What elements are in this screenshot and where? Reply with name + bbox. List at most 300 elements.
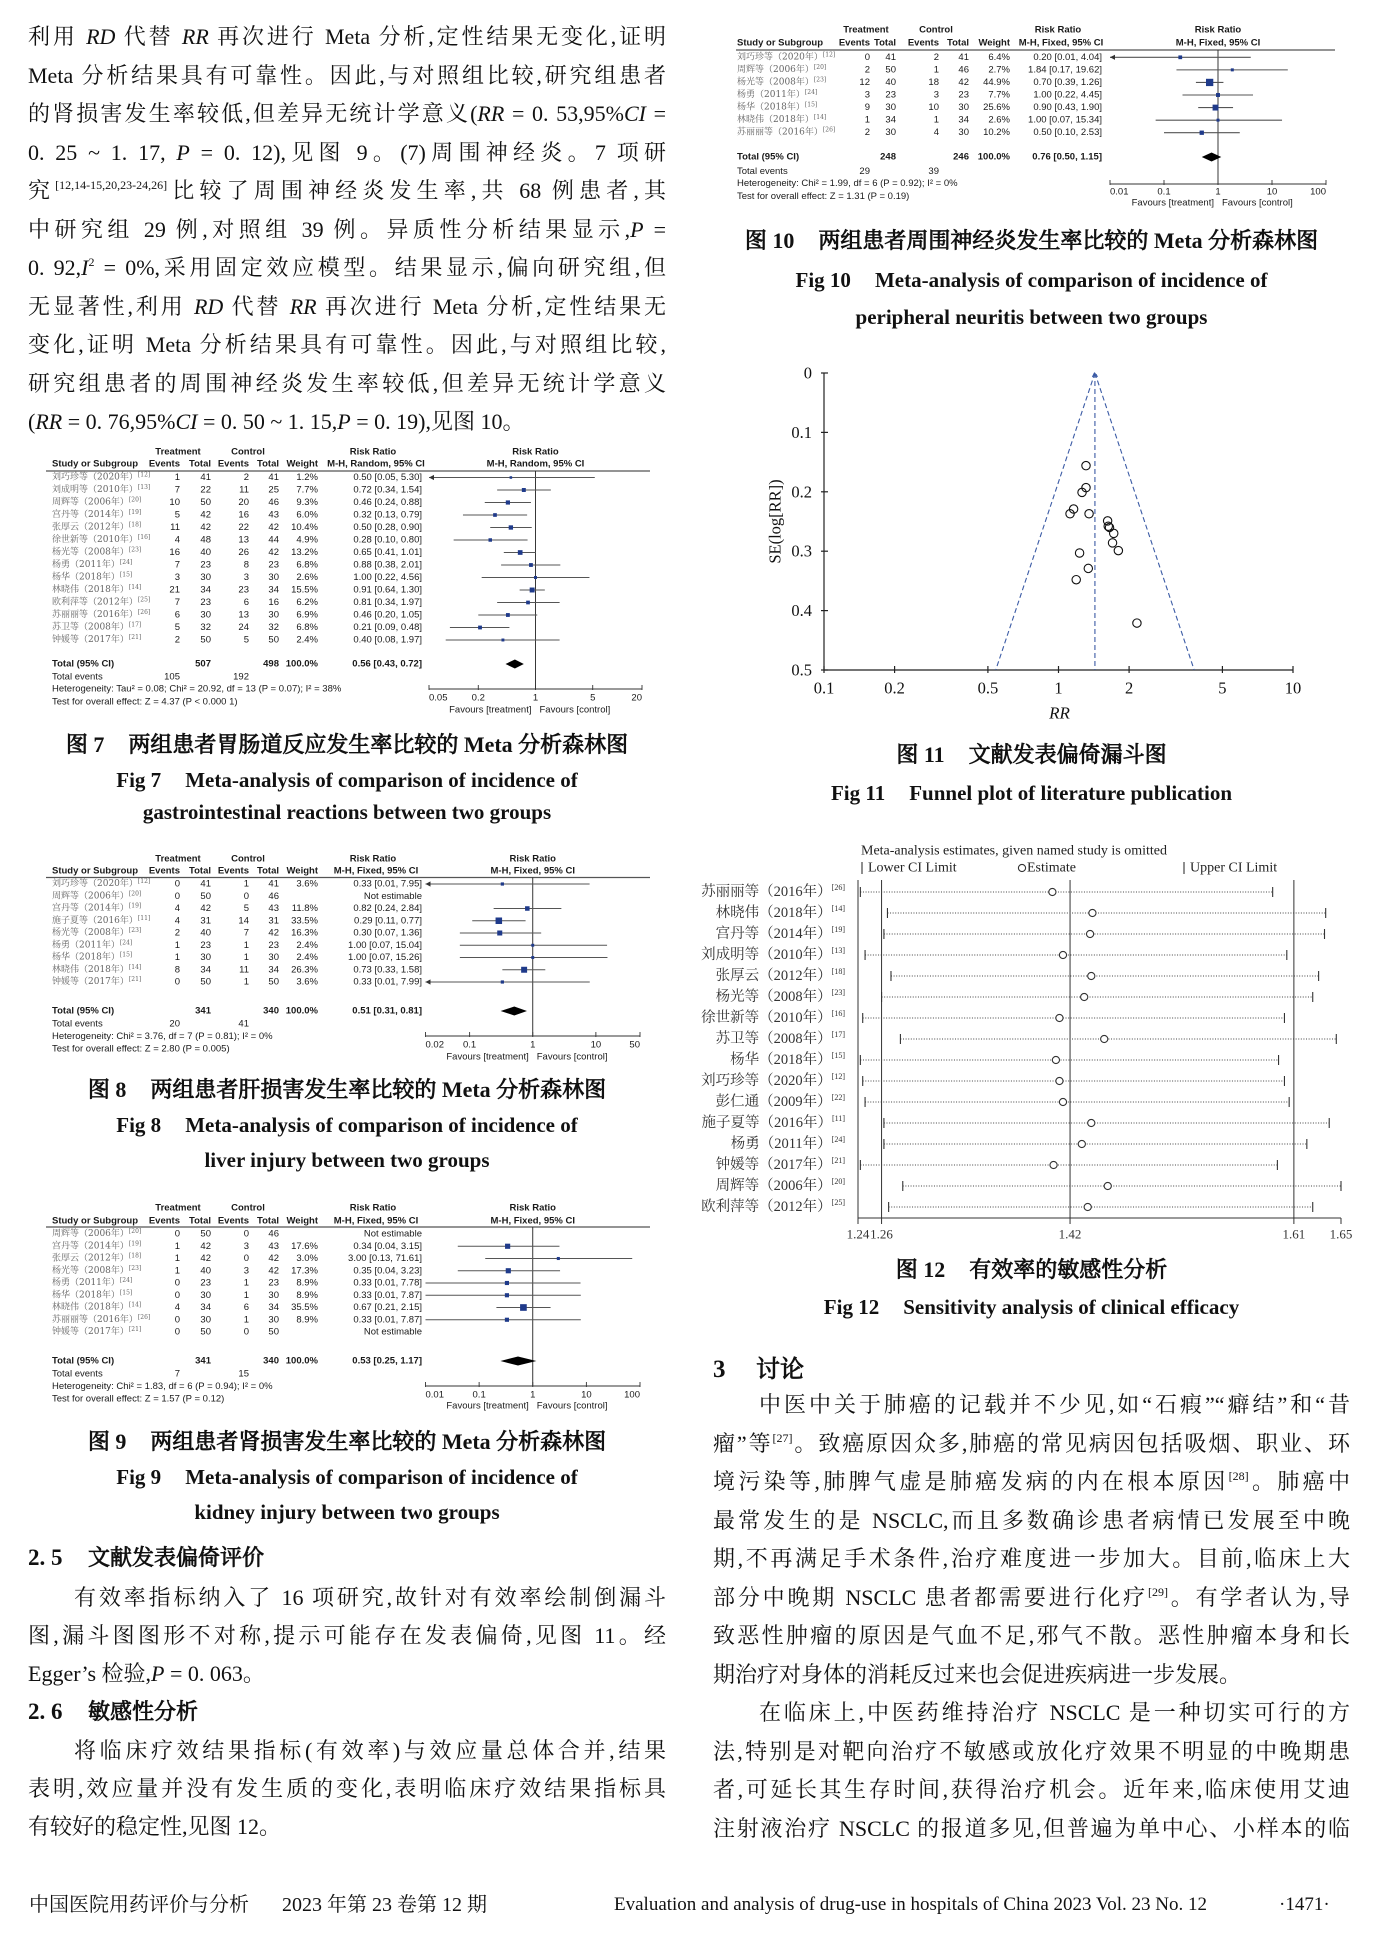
study-citation: [14] [831,903,845,913]
header-control-events: Events [907,37,939,49]
control-total: 42 [268,1253,279,1264]
study-point [1110,529,1118,537]
study-citation: [16] [831,1008,845,1018]
header-control-total: Total [257,865,279,877]
study-name: 林晓伟（2018年） [52,1302,129,1313]
estimate-marker [1101,1035,1108,1042]
control-total: 41 [958,51,969,63]
study-label [737,75,826,87]
figure-title: 有效率的敏感性分析 [969,1257,1168,1282]
x-tick-label: 20 [631,692,642,704]
study-point [1082,461,1090,469]
x-tick-label: 100 [1310,186,1326,198]
treatment-events: 1 [174,1253,180,1264]
study-row [52,608,537,621]
estimate-marker [1059,951,1066,958]
treatment-events: 3 [174,572,180,583]
study-citation: [14] [128,583,142,591]
risk-ratio-ci: 0.30 [0.07, 1.36] [353,927,422,939]
section-title: 文献发表偏倚评价 [88,1545,265,1570]
control-events: 2 [243,472,249,483]
study-label [716,987,846,1005]
treatment-events: 1 [174,472,180,483]
treatment-events: 5 [174,509,180,521]
risk-ratio-ci: 0.70 [0.39, 1.26] [1033,76,1102,88]
effect-marker [1200,131,1204,135]
study-label [52,938,132,950]
header-control: Control [231,1202,265,1214]
header-weight: Weight [286,865,318,877]
control-events: 1 [243,952,249,963]
study-name: 苏丽丽等（2016年） [52,1314,138,1325]
study-name: 钟媛等（2017年） [52,977,129,987]
header-weight: Weight [286,1215,318,1227]
study-name: 刘巧珍等（2020年） [52,879,138,889]
control-total: 42 [268,1265,279,1277]
treatment-total: 30 [200,572,211,583]
study-name: 周辉等（2006年） [52,497,129,508]
study-citation: [22] [831,1092,845,1102]
control-events: 22 [238,522,249,533]
weight: 4.9% [296,534,318,546]
section-number: 2. 6 [28,1699,63,1724]
weight: 8.9% [296,1314,318,1326]
estimate-marker [1088,972,1095,979]
study-name: 杨勇（2011年） [52,940,120,951]
sensitivity-plot-fig12 [690,835,1360,1250]
treatment-events: 5 [174,622,180,633]
treatment-events: 12 [859,76,870,88]
legend-estimate-label: Estimate [1027,860,1076,876]
treatment-events: 21 [169,584,180,596]
control-total: 43 [268,903,279,914]
control-total: 23 [268,559,279,571]
weight: 8.9% [296,1277,318,1289]
weight: 6.4% [988,51,1010,63]
heterogeneity-stats: Heterogeneity: Chi² = 3.76, df = 7 (P = 0.81); I² = 0% [52,1031,273,1042]
figure-label: Fig 9 [116,1465,162,1489]
treatment-total: 32 [200,622,211,633]
header-study: Study or Subgroup [52,1215,139,1227]
control-events: 26 [238,547,249,558]
control-total: 34 [958,114,969,126]
italic-symbol: RR [181,24,209,49]
italic-symbol: P [151,1661,165,1686]
study-name: 张厚云（2012年） [715,968,832,984]
text-run: 最常发生的是 NSCLC,而且多数确诊患者病情已发展至中晚 [713,1507,1350,1533]
x-tick-label: 5 [1218,678,1227,698]
risk-ratio-ci: 0.40 [0.08, 1.97] [353,634,422,646]
citation-superscript: 2 [88,255,95,269]
figure-label: 图 9 [87,1429,127,1454]
risk-ratio-ci: 0.81 [0.34, 1.97] [353,597,422,608]
text-run: = 0. 063。 [164,1661,265,1686]
header-risk-ratio-plot: Risk Ratio [509,1202,556,1214]
risk-ratio-ci: 0.90 [0.43, 1.90] [1033,102,1102,114]
total-control-events: 41 [238,1018,249,1030]
study-name: 林晓伟（2018年） [52,585,129,595]
effect-marker [529,563,533,567]
study-row [52,1288,581,1301]
study-citation: [18] [128,521,142,528]
study-citation: [20] [128,1227,142,1235]
study-citation: [19] [128,1239,142,1247]
study-name: 宫丹等（2014年） [52,510,129,520]
study-row [52,1264,560,1277]
text-run: 。肺癌中 [1248,1469,1350,1494]
control-events: 11 [239,484,249,496]
study-label [731,1134,846,1152]
study-citation: [12] [137,877,151,885]
study-label [52,521,141,533]
total-risk-ratio-ci: 0.56 [0.43, 0.72] [352,658,422,670]
study-name: 刘巧珍等（2020年） [701,1073,832,1089]
weight: 26.3% [291,964,318,976]
study-label [52,1239,141,1251]
header-weight: Weight [978,37,1010,49]
control-total: 50 [268,1326,279,1338]
text-line [28,211,666,250]
study-name: 杨华（2018年） [730,1052,832,1068]
text-line [713,1694,1350,1733]
study-row [716,1176,1341,1194]
risk-ratio-ci: 0.32 [0.13, 0.79] [353,509,422,521]
x-tick-label: 10 [590,1039,602,1051]
treatment-events: 0 [174,878,180,890]
x-tick-label: 0.05 [429,692,448,704]
study-row [716,987,1313,1005]
risk-ratio-ci: 1.00 [0.07, 15.34] [1028,114,1102,126]
header-treatment: Treatment [843,24,889,36]
study-row [52,1301,551,1314]
treatment-total: 30 [200,609,211,621]
risk-ratio-ci: 0.46 [0.20, 1.05] [353,609,422,621]
weight: 16.3% [291,927,318,939]
text-run: 。有学者认为,导 [1167,1584,1350,1610]
effect-marker [493,513,497,517]
weight: 25.6% [983,102,1010,114]
study-label [52,1288,132,1300]
effect-marker [522,488,526,492]
study-citation: [15] [119,1288,133,1296]
text-line [28,1579,666,1617]
treatment-events: 4 [174,534,180,546]
control-events: 1 [243,939,249,951]
text-run: 0. 92, [28,255,82,280]
study-label [716,966,846,984]
treatment-events: 3 [864,89,870,101]
study-name: 刘巧珍等（2020年） [737,52,823,63]
weight: 35.5% [291,1302,318,1313]
study-name: 杨华（2018年） [737,102,805,113]
text-run: 表明,效应量并没有发生质的变化,表明临床疗效结果指标具 [28,1776,666,1801]
study-row [52,1325,422,1338]
study-citation: [24] [804,88,818,96]
study-name: 周辉等（2006年） [715,1178,832,1194]
text-run: 再次进行 Meta 分析,定性结果无变化,证明 [208,24,666,49]
study-row [52,926,541,939]
study-label [737,63,826,75]
risk-ratio-ci: Not estimable [363,890,422,902]
text-run: = 0. 76,95% [62,409,176,434]
study-citation: [23] [831,987,845,997]
study-name: 施子夏等（2016年） [701,1115,832,1131]
study-label [730,1050,845,1068]
study-row [701,882,1273,900]
x-axis-label: RR [1049,703,1070,723]
risk-ratio-ci: 0.35 [0.04, 3.23] [353,1265,422,1277]
study-citation: [17] [128,621,142,628]
effect-marker [518,550,523,555]
study-label [716,903,846,921]
study-citation: [18] [831,966,845,976]
risk-ratio-ci: 1.00 [0.22, 4.45] [1033,89,1102,101]
control-total: 43 [268,509,279,521]
study-citation: [15] [804,101,818,109]
effect-marker [510,476,513,479]
treatment-events: 1 [174,939,180,951]
study-citation: [26] [822,126,836,134]
risk-ratio-ci: 0.82 [0.24, 2.84] [353,903,422,914]
study-label [52,608,150,620]
control-total: 30 [268,1314,279,1326]
control-total: 32 [268,622,279,633]
treatment-total: 42 [200,522,211,533]
study-row [52,471,595,484]
text-run: 期治疗对身体的消耗反过来也会促进疾病进一步发展。 [713,1661,1242,1687]
total-control-events: 192 [233,671,249,683]
header-study: Study or Subgroup [52,865,139,877]
total-weight: 100.0% [977,151,1010,163]
figure-caption-cn [713,227,1350,255]
study-name: 徐世新等（2010年） [701,1010,832,1026]
study-row [737,113,1282,126]
study-citation: [23] [128,926,142,934]
text-run: 再次进行 Meta 分析,定性结果无 [316,293,666,319]
control-total: 46 [268,890,279,902]
risk-ratio-ci: 0.21 [0.09, 0.48] [353,622,422,633]
figure-label: 图 10 [744,228,795,253]
total-label: Total (95% CI) [737,151,800,163]
weight: 6.8% [296,622,318,633]
text-line [28,365,666,404]
study-label [52,963,141,975]
effect-marker [557,1257,560,1260]
total-weight: 100.0% [285,658,318,670]
footer-issue-cn: 2023 年第 23 卷第 12 期 [282,1894,487,1916]
x-tick-label: 1 [530,1389,536,1401]
text-run: 图,漏斗图图形不对称,提示可能存在发表偏倚,见图 11。经 [28,1623,666,1648]
estimate-marker [1088,1119,1095,1126]
control-total: 42 [268,522,279,533]
x-tick-label: 1 [530,1039,536,1051]
control-events: 24 [238,622,249,633]
study-label [52,496,141,508]
treatment-total: 34 [200,584,211,596]
study-point [1108,539,1116,547]
text-run: 部分中晚期 NSCLC 患者都需要进行化疗 [713,1584,1148,1610]
study-citation: [12] [822,50,836,58]
study-label [52,926,141,938]
text-run: 致恶性肿瘤的原因是气血不足,邪气不散。恶性肿瘤本身和长 [713,1623,1350,1648]
weight: 6.0% [296,509,318,521]
effect-marker [506,500,510,504]
study-name: 钟媛等（2017年） [715,1157,832,1173]
italic-symbol: P [337,409,351,434]
study-row [52,558,560,571]
x-tick-label: 1.24 [846,1226,870,1242]
figure-title: Funnel plot of literature publication [909,781,1233,805]
control-events: 2 [933,51,939,63]
italic-symbol: I [81,255,89,280]
header-control-total: Total [257,458,279,470]
treatment-events: 0 [174,1277,180,1289]
funnel-limit-left [996,373,1095,670]
total-risk-ratio-ci: 0.76 [0.50, 1.15] [1032,151,1102,163]
study-name: 张厚云（2012年） [52,522,129,533]
text-run: 变化,证明 Meta 分析结果具有可靠性。因此,与对照组比较, [28,332,666,357]
heterogeneity-stats: Heterogeneity: Chi² = 1.99, df = 6 (P = 0.92); I² = 0% [737,178,958,189]
section-heading-2-5 [28,1544,63,1572]
text-run: = 0. 50 ~ 1. 15, [197,409,338,434]
x-tick-label: 1.42 [1058,1226,1082,1242]
weight: 2.4% [296,939,318,951]
treatment-total: 34 [885,114,896,126]
italic-symbol: RR [477,101,505,126]
estimate-marker [1056,1014,1063,1021]
text-line [713,1656,1350,1695]
control-total: 42 [268,547,279,558]
risk-ratio-ci: 0.50 [0.10, 2.53] [1033,127,1102,139]
figure-caption-en [713,266,1350,294]
legend-estimate-symbol [1018,864,1025,871]
weight: 6.8% [296,559,318,571]
citation-superscript: [27] [772,1430,793,1445]
text-run: Egger’s 检验, [28,1661,152,1686]
weight: 6.2% [296,597,318,608]
weight: 6.9% [296,609,318,621]
study-label [52,1227,141,1239]
study-label [52,877,150,889]
text-line [28,172,666,211]
total-risk-ratio-ci: 0.51 [0.31, 0.81] [352,1005,422,1017]
risk-ratio-ci: Not estimable [363,1228,422,1240]
study-citation: [24] [119,558,133,566]
text-run: 者,可延长其生存时间,获得治疗机会。近年来,临床使用艾迪 [713,1777,1350,1802]
overall-effect-test: Test for overall effect: Z = 4.37 (P < 0.000 1) [52,696,238,708]
study-citation: [20] [128,496,142,503]
study-row [52,1276,581,1289]
weight: 2.6% [296,572,318,583]
weight: 3.6% [296,976,318,988]
control-events: 1 [243,1314,249,1326]
effect-marker [531,944,534,947]
plot-title: Meta-analysis estimates, given named study is omitted [861,843,1167,859]
study-row [52,1227,422,1240]
weight: 10.2% [983,127,1010,139]
text-run: 瘤”等 [713,1430,773,1456]
study-row [52,963,545,976]
header-study: Study or Subgroup [737,37,824,49]
study-citation: [25] [831,1197,845,1207]
header-method: M-H, Fixed, 95% CI [333,1215,419,1227]
funnel-limit-right [1095,373,1194,670]
study-name: 杨华（2018年） [52,952,120,963]
text-run: 0. 25 ~ 1. 17, [28,139,177,165]
figure-title: 两组患者肝损害发生率比较的 Meta 分析森林图 [150,1077,607,1102]
text-run: 将临床疗效结果指标(有效率)与效应量总体合并,结果 [74,1738,666,1763]
total-label: Total (95% CI) [52,658,115,670]
study-label [52,1276,132,1288]
forest-plot-fig9 [30,1198,660,1418]
weight: 17.6% [291,1240,318,1252]
header-method: M-H, Fixed, 95% CI [1018,37,1104,49]
total-control: 340 [263,1355,279,1367]
effect-marker [501,882,504,885]
x-tick-label: 1 [1215,186,1221,198]
text-line [28,249,666,288]
x-tick-label: 0.2 [884,678,905,698]
total-treatment: 507 [195,658,211,670]
section-heading-3 [713,1356,726,1384]
risk-ratio-ci: 1.84 [0.17, 19.62] [1028,64,1102,76]
effect-marker [478,626,482,630]
study-label [701,945,845,963]
funnel-plot-fig11 [700,355,1360,730]
risk-ratio-ci: 0.34 [0.04, 3.15] [353,1240,422,1252]
estimate-marker [1081,993,1088,1000]
study-name: 杨光等（2008年） [52,1265,129,1276]
x-tick-label: 0.01 [1110,186,1129,198]
control-total: 50 [268,634,279,646]
italic-symbol: CI [175,409,198,434]
treatment-total: 40 [885,76,896,88]
figure-label: Fig 12 [823,1295,880,1319]
control-events: 0 [243,1326,249,1338]
control-total: 23 [268,1277,279,1289]
heterogeneity-stats: Heterogeneity: Tau² = 0.08; Chi² = 20.92, df = 13 (P = 0.07); I² = 38% [52,683,342,695]
header-method: M-H, Random, 95% CI [327,458,425,470]
header-treatment: Treatment [155,853,201,865]
summary-diamond [500,1357,536,1366]
study-row [52,975,590,988]
study-row [716,1029,1337,1047]
text-line [713,1617,1350,1656]
risk-ratio-ci: 0.33 [0.01, 7.99] [353,976,422,988]
weight: 3.0% [296,1253,318,1264]
treatment-total: 42 [200,903,211,914]
control-events: 1 [243,1289,249,1301]
treatment-total: 50 [200,1326,211,1338]
risk-ratio-ci: 0.50 [0.28, 0.90] [353,522,422,533]
weight: 9.3% [296,497,318,508]
treatment-events: 0 [174,1314,180,1326]
study-row [716,1092,1289,1110]
figure-label: 图 12 [895,1257,946,1282]
study-citation: [26] [137,608,151,616]
effect-marker [521,967,527,973]
study-name: 杨勇（2011年） [737,90,805,101]
control-total: 30 [268,572,279,583]
header-treatment: Treatment [155,446,201,458]
x-tick-label: 1.65 [1329,1226,1353,1242]
control-events: 16 [238,509,249,521]
text-run: Meta 分析结果具有可靠性。因此,与对照组比较,研究组患者 [28,62,666,88]
total-treatment: 341 [195,1355,211,1367]
forest-plot-fig10 [715,0,1355,215]
study-point [1085,510,1093,518]
effect-marker [505,1244,510,1249]
